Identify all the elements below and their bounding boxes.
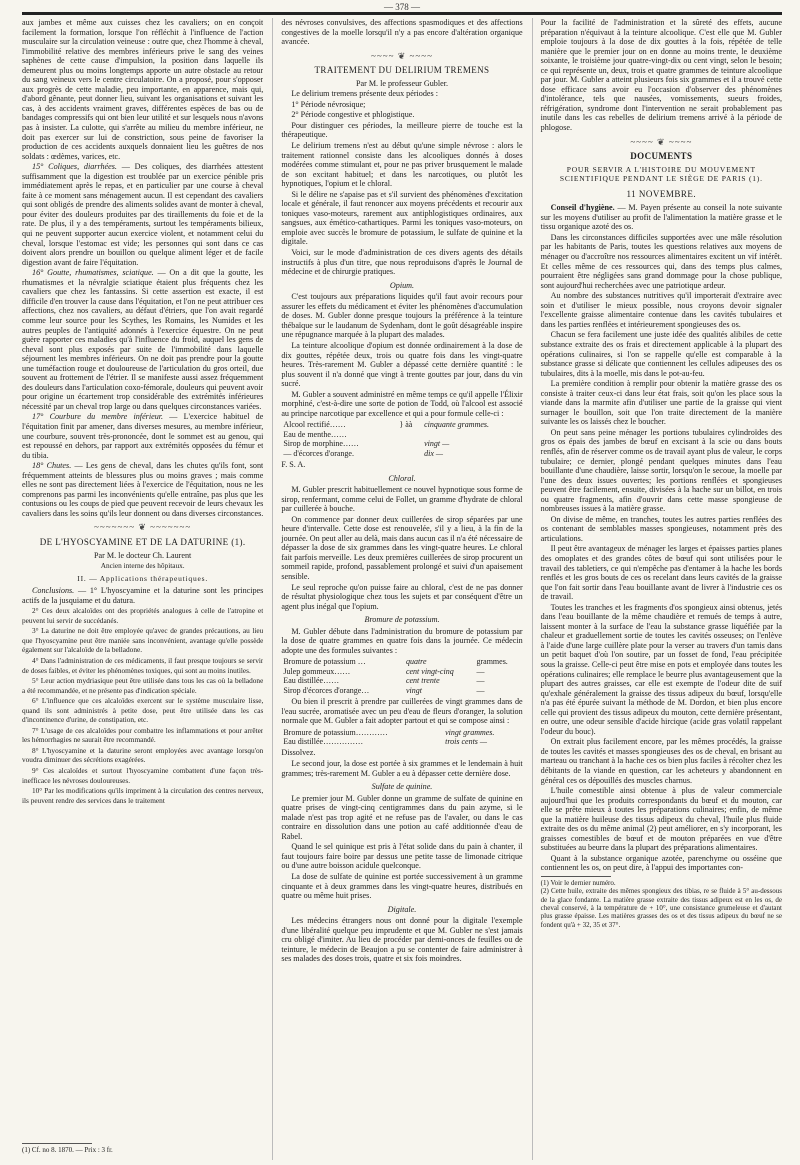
formula-ingredient: Sirop d'écorces d'orange… — [283, 685, 370, 695]
formula-brace — [397, 430, 422, 439]
formula-ingredient: Alcool rectifié…… — [283, 420, 346, 430]
paragraph-body: — On a dit que la goutte, les rhumatismes et la névralgie sciatique étaient plus fréquents chez les cavaliers que chez les fantassins. Si cette assertion est exacte, il est difficile d'en trouver la cause dans l'équitation, et l'on ne peut attribuer ces affections, chez nos cavaliers, au défaut d'étriers, que l'on avait regardé comme leur source pour les Scythes, les Romains, les Numides et les autres peuples de l'antiquité adonnés à l'exercice équestre. On ne peut guère rapporter ces maladies qu'à l'influence du froid, auquel les gens de cheval sont plus exposés par suite de l'immobilité dans laquelle séjournent les membres inférieurs. On ne doit pas prendre pour la goutte une tuméfaction rouge et douloureuse de l'articulation du gros orteil, due souvent au frottement de l'étrier. Il se manifeste aussi assez fréquemment des douleurs dans l'articulation coxo-fémorale, douleurs qui peuvent avoir pour origine un écartement trop considérable des extrémités inférieures nécessité par un cheval trop large ou dans quelques circonstances variées. — [22, 268, 264, 411]
paragraph: Le second jour, la dose est portée à six grammes et le lendemain à huit grammes; très-rarement M. Gubler a eu à dépasser cette dernière dose. — [281, 758, 523, 778]
formula-table — [281, 728, 522, 747]
paragraph-body: — Des coliques, des diarrhées attestent suffisamment que la digestion est troublée par un exercice pénible pris immédiatement après le repas, et en particulier par une course à cheval faite à ce moment sans ménagement aucun. Il est cependant des cavaliers qui sont obligés de prendre des aliments solides avant de monter à cheval, pour éviter des douleurs produites par des tiraillements du foie et de la rate. De plus, il y a des tempéraments, surtout les tempéraments bilieux, qui ne peuvent supporter aucun exercice violent, et notamment celui du cheval, lorsque l'estomac est vide; les personnes qui sont dans ce cas doivent alors prendre un bouillon ou quelque aliment léger et de facile digestion avant de faire l'équitation. — [22, 162, 264, 267]
paragraph: Le delirium tremens présente deux périodes : — [291, 89, 438, 99]
formula-row — [281, 728, 522, 737]
paragraph — [22, 586, 263, 605]
conclusion-item: 9° Ces alcaloïdes et surtout l'hyoscyamine combattent d'une façon très-inefficace les névroses douloureuses. — [22, 766, 264, 785]
conclusion-item: 4° Dans l'administration de ces médicaments, il faut presque toujours se servir de doses faibles, et éviter les phénomènes toxiques, qui sont au moins inutiles. — [22, 656, 264, 675]
paragraph: M. Gubler a souvent administré en même temps ce qu'il appelle l'Élixir morphiné, c'est-à-dire une sorte de potion de Todd, où l'alcool est associé au principe narcotique par excellence et qui a pour formule celle-ci : — [281, 389, 523, 418]
formula-brace — [397, 439, 422, 448]
paragraph-body: — L'exercice habituel de l'équitation finit par amener, dans diverses mesures, au membre inférieur, une courbure, souvent très-prononcée, dont le sommet est au genou, qui est repoussé en dehors, par rapport aux extrémités opposées du fémur et du tibia. — [22, 412, 264, 460]
paragraph: Si le délire ne s'apaise pas et s'il survient des phénomènes d'excitation locale et générale, il faut renoncer aux moyens précédents et recourir aux toniques vaso-moteurs, rarement aux antiphlogistiques ordinaires, aux sangsues, aux émético-cathartiques. Parmi les toniques vaso-moteurs, on emploie avec succès le bromure de potassium, le sulfate de quinine et la digitale. — [281, 189, 523, 247]
footnote: (1) Voir le dernier numéro. — [540, 879, 616, 888]
paragraph: Toutes les tranches et les fragments d'os spongieux ainsi obtenus, jetés dans l'eau bouillante de la même chaudière et remués de temps à autre, laissent monter à la surface de l'eau la substance grasse liquéfiée par la chaleur et graduellement sortie de toutes les cavités osseuses; on l'enlève à l'aide d'une large cuillère plate pour la verser au travers d'un tamis dans un petit baquet d'où l'on soutire, par un fosset de fond, l'eau précipitée sous la graisse. Celle-ci peut être mise en pots et employée dans toutes les opérations culinaires; elle remplace le beurre plus avantageusement que la plupart des autres graisses, car elle est exempte de l'odeur dite de suif qu'exhale généralement la graisse des tissus adipeux du bœuf, lorsqu'elle n'a pas été épurée suivant la méthode de M. Dordon, et bien plus encore celle qui provient des tissus adipeux du mouton, cette dernière présentant, en outre, une odeur sensible d'acide hircique (acide gras volatil rappelant l'odeur du bouc). — [540, 602, 782, 736]
paragraph — [541, 203, 782, 232]
article-title: DE L'HYOSCYAMINE ET DE LA DATURINE (1). — [39, 536, 246, 547]
formula-row — [281, 667, 522, 676]
paragraph: Voici, sur le mode d'administration de ces divers agents des détails instructifs à plus d'un titre, que nous reproduisons d'après le Journal de médecine et de chirurgie pratiques. — [281, 248, 523, 277]
paragraph: La dose de sulfate de quinine est portée successivement à un gramme cinquante et à deux grammes dans les vingt-quatre heures, distribués en quatre ou même huit prises. — [281, 871, 523, 901]
formula-ingredient: Eau distillée…… — [283, 676, 340, 686]
formula-ingredient: Bromure de potassium … — [283, 657, 366, 667]
formula-row — [281, 737, 522, 746]
formula-row — [281, 449, 522, 458]
paragraph: Il peut être avantageux de ménager les larges et épaisses parties planes des omoplates et des grandes côtes de bœuf qui sont utilisées pour le travail des tabletiers, ce qui n'empêche pas d'entamer à la hache les bords renflés et les gros bouts de ces os recelant dans leurs cavités de la graisse que l'on fait sortir dans l'eau bouillante avant de livrer à l'industrie ces os de travail. — [540, 544, 782, 602]
formula-row — [281, 686, 522, 695]
formula-row — [281, 420, 522, 429]
conclusion-item: 8° L'hyoscyamine et la daturine seront employées avec avantage lorsqu'on voudra diminuer des sécrétions exagérées. — [22, 745, 264, 765]
subheading-digitale: Digitale. — [387, 904, 417, 914]
formula-quantity: vingt grammes. — [445, 727, 495, 737]
conclusion-item: 2° Ces deux alcaloïdes ont des propriétés analogues à celle de l'atropine et peuvent lui servir de succédanés. — [22, 606, 264, 625]
subsection-title: II. — Applications thérapeutiques. — [77, 573, 209, 583]
conclusion-item: 6° L'influence que ces alcaloïdes exercent sur le système musculaire lisse, quand ils sont administrés à petite dose, peut être utilisée dans les cas d'incontinence d'urine, de constipation, etc. — [22, 696, 264, 725]
formula-quantity: quatre — [405, 657, 427, 667]
paragraph: Dissolvez. — [281, 748, 316, 758]
paragraph-heading: Conclusions. — [32, 586, 75, 596]
subheading-quinine: Sulfate de quinine. — [371, 782, 433, 792]
paragraph-body: — Les gens de cheval, dans les chutes qu'ils font, sont fréquemment atteints de blessures plus ou moins graves ; mais comme elles ne sont pas directement liées à l'exercice de l'équitation, nous ne les comprenons pas parmi les inconvénients qu'elle entraîne, pas plus que les contusions ou les coups de pied que peuvent recevoir de leurs chevaux les cavaliers dans les soins qu'ils leur donnent ou dans diverses circonstances. — [22, 461, 264, 518]
column-right — [532, 18, 782, 1160]
paragraph: Le premier jour M. Gubler donne un gramme de sulfate de quinine en quatre prises de vingt-cinq centigrammes dans du pain azyme, si le malade n'est pas trop agité et ne refuse pas de l'avaler, ou dans le cas contraire en dissolution dans une potion au café additionnée d'eau de Rabel. — [281, 793, 523, 841]
formula-ingredient: Julep gommeux…… — [283, 666, 351, 676]
formula-brace — [397, 449, 422, 458]
formula-quantity: cinquante grammes. — [424, 420, 490, 430]
paragraph: Quand le sel quinique est pris à l'état solide dans du pain à chanter, il faut toujours faire boire par dessus une petite tasse de limonade citrique ou d'une autre boisson acidule quelconque. — [281, 842, 523, 871]
formula-ingredient: — d'écorces d'orange. — [283, 448, 354, 458]
paragraph-heading: 17° Courbure du membre inférieur. — [32, 412, 164, 422]
formula-unit: — — [476, 685, 485, 695]
footnote-rule — [541, 876, 611, 877]
ornament-divider: ~~~~ ❦ ~~~~ — [370, 50, 433, 61]
footnote: (1) Cf. no 8. 1870. — Prix : 3 fr. — [22, 1145, 113, 1154]
conclusion-item: 10° Par les modifications qu'ils impriment à la circulation des centres nerveux, ils peuvent rendre des services dans le traitement — [22, 786, 264, 805]
paragraph-heading: 16° Goutte, rhumatismes, sciatique. — [32, 268, 154, 278]
paragraph: M. Gubler prescrit habituellement ce nouvel hypnotique sous forme de sirop, renfermant, comme celui de Follet, un gramme d'hydrate de chloral par cuillerée à bouche. — [281, 485, 523, 514]
footnote-block — [22, 1140, 263, 1154]
page-number: — 378 — — [384, 2, 420, 12]
article-byline: Par M. le docteur Ch. Laurent — [94, 550, 192, 560]
paragraph-body: — 1° L'hyoscyamine et la daturine sont les principes actifs de la jusquiame et du datura. — [22, 586, 264, 605]
formula-unit: — — [476, 676, 485, 686]
paragraph — [22, 412, 263, 460]
formula-brace: } àà — [399, 420, 413, 430]
formula-quantity: cent vingt-cinq — [405, 666, 454, 676]
formula-unit: — — [476, 666, 485, 676]
article-title: TRAITEMENT DU DELIRIUM TREMENS — [314, 65, 490, 76]
columns — [22, 18, 782, 1160]
paragraph: On peut sans peine ménager les portions tubulaires cylindroïdes des gros os épais des jambes de bœuf en excisant à la scie ou dans bouts renflés, afin de réserver comme os de travail ayant plus de valeur, le corps tubulaire; ce dernier, plongé pendant quelques minutes dans l'eau bouillante d'une chaudière, laisse sortir, lorsqu'on le secoue, la moelle par l'une des deux issues ouvertes; les portions renflées et spongieuses peuvent être facilement, ensuite, divisées à la hache sur un billot, en trois ou quatre fragments, afin d'ouvrir dans cette masse spongieuse de nombreuses issues à la matière grasse. — [540, 427, 782, 514]
paragraph — [22, 162, 263, 267]
paragraph: Chacun se fera facilement une juste idée des qualités alibiles de cette substance extraite des os frais et directement applicable à la plupart des opérations culinaires, si l'on se rappelle qu'elle est comparable à la substance grasse si délicate que contiennent les cellules adipeuses des os tubulaires, dits à la moelle, mis dans le pot-au-feu. — [540, 330, 782, 378]
formula-unit: grammes. — [476, 657, 508, 667]
article-title: DOCUMENTS — [630, 151, 693, 162]
paragraph — [22, 268, 263, 411]
formula-ingredient: Eau distillée…………… — [283, 737, 364, 747]
conclusion-item: 3° La daturine ne doit être employée qu'avec de grandes précautions, au lieu que l'hyoscyamine peut être maniée sans inconvénient, avantage qu'elle possède également sur l'alcaloïde de la belladone. — [22, 626, 264, 655]
paragraph-heading: Conseil d'hygiène. — [550, 203, 615, 213]
column-middle — [272, 18, 522, 1160]
paragraph: Ou bien il prescrit à prendre par cuillerées de vingt grammes dans de l'eau sucrée, aromatisée avec un peu d'eau de fleurs d'oranger, la solution normale que M. Gubler a fait adopter partout et qui se compose ainsi : — [281, 696, 523, 726]
paragraph-heading: 15° Coliques, diarrhées. — [32, 162, 117, 172]
formula-ingredient: Eau de menthe…… — [283, 429, 347, 439]
subheading-bromure: Bromure de potassium. — [364, 615, 440, 625]
paragraph: Le delirium tremens n'est au début qu'une simple névrose : alors le traitement rationnel consiste dans les alcooliques donnés à doses modérées comme stimulant et, pour ne pas priver brusquement le malade de son excitant habituel; et dans les narcotiques, ou plutôt les hypnotiques, l'opium et le chloral. — [281, 141, 523, 189]
formula-note: F. S. A. — [281, 459, 306, 469]
header-rule — [22, 12, 782, 15]
paragraph: Au nombre des substances nutritives qu'il importerait d'extraire avec soin et d'utiliser le mieux possible, nous croyons devoir signaler l'excellente graisse alimentaire contenue dans les cavités tubulaires et dans les parties renflées et intérieurement spongieuses des os. — [540, 291, 782, 329]
paragraph: La première condition à remplir pour obtenir la matière grasse des os consiste à traiter ceux-ci dans leur état frais, soit qu'on les place sous la viande dans la marmite afin d'utiliser une partie de la graisse qui vient surnager le bouillon, soit que l'on traite directement de la manière suivante les os laissés chez le boucher. — [540, 379, 782, 427]
paragraph-heading: 18° Chutes. — [32, 461, 72, 471]
article-byline-sub: Ancien interne des hôpitaux. — [100, 561, 185, 571]
ornament-divider: ~~~~~~~ ❦ ~~~~~~~ — [94, 522, 192, 533]
formula-quantity: vingt — [405, 685, 422, 695]
column-left — [22, 18, 263, 1160]
subheading-opium: Opium. — [389, 280, 415, 290]
formula-table — [281, 420, 522, 458]
paragraph: On commence par donner deux cuillerées de sirop séparées par une heure d'intervalle. Cette dose est renouvelée, s'il y a lieu, à la fin de la journée. On peut aller au delà, mais dans aucun cas il n'a été nécessaire de dépasser la dose de six grammes dans les vingt-quatre heures. Le chloral fait parfois merveille. Les deux premières cuillerées de sirop procurent un sommeil rapide, profond, passablement prolongé et suivi d'un apaisement sensible. — [281, 514, 523, 581]
formula-quantity: trois cents — — [445, 737, 488, 747]
formula-row — [281, 439, 522, 448]
paragraph: C'est toujours aux préparations liquides qu'il faut avoir recours pour assurer les effets du médicament et éviter les phénomènes d'accumulation de doses. M. Gubler donne presque toujours la préférence à la teinture thébaïque sur le laudanum de Sydenham, dont le goût désagréable inspire une répugnance marquée à la plupart des malades. — [281, 292, 523, 340]
subheading-chloral: Chloral. — [388, 473, 416, 483]
paragraph: Pour la facilité de l'administration et la sûreté des effets, aucune préparation n'équivaut à la teinture alcoolique. C'est elle que M. Gubler emploie toujours à la dose de dix gouttes à la fois, répétée de telle manière que le premier jour on en donne au moins trente, le deuxième soixante, le troisième jour quatre-vingt-dix ou cent vingt, selon le besoin; ce qui représente un, deux, trois et quatre grammes de teinture alcoolique par jour. M. Gubler a atteint plusieurs fois six grammes et il a trouvé cette dose efficace sans avoir eu l'occasion d'observer des phénomènes d'intolérance, tels que nausées, vomissements, sueurs froides, réfrigération, syndrome dont l'intervention ne serait probablement pas inutile dans les cas rebelles de delirium tremens arrivé à la période de phlogose. — [540, 18, 782, 133]
formula-quantity — [422, 430, 523, 439]
formula-row — [281, 657, 522, 666]
paragraph: On extrait plus facilement encore, par les mêmes procédés, la graisse de toutes les cavités et masses spongieuses des os de cheval, en brisant au marteau ou tranchant à la hache ces os bien plus faciles à récolter chez les débitants de la viande en question, car les acheteurs y abandonnent en général ces os dépouillés des muscles charnus. — [540, 737, 782, 785]
formula-ingredient: Bromure de potassium………… — [283, 727, 388, 737]
paragraph: M. Gubler débute dans l'administration du bromure de potassium par la dose de quatre grammes en quatre fois dans la journée. Ce médecin adopte une des formules suivantes : — [281, 626, 523, 655]
formula-quantity: vingt — — [424, 439, 450, 449]
section-date: 11 NOVEMBRE. — [626, 188, 697, 199]
ornament-divider: ~~~~ ❦ ~~~~ — [630, 136, 693, 147]
formula-table — [281, 657, 522, 695]
paragraph: Les médecins étrangers nous ont donné pour la digitale l'exemple d'une libéralité quelque peu imprudente et que M. Gubler ne s'est jamais cru obligé d'imiter. Au lieu de procéder par demi-onces de feuilles ou de teinture, le médecin de Beaujon a pu se contenter de faire administrer à ses malades des doses trois, quatre et six fois moindres. — [281, 916, 523, 964]
formula-row — [281, 676, 522, 685]
list-item: 1° Période névrosique; — [291, 99, 366, 109]
footnote-rule — [22, 1143, 92, 1144]
paragraph: Quant à la substance organique azotée, parenchyme ou osséine que contiennent les os, on peut dire, à l'appui des importantes con- — [540, 853, 782, 873]
conclusion-item: 5° Leur action mydriasique peut être utilisée dans tous les cas où la belladone a été recommandée, et ne présente pas d'indication spéciale. — [22, 676, 264, 695]
formula-quantity: dix — — [424, 448, 444, 458]
list-item: 2° Période congestive et phlogistique. — [291, 110, 415, 120]
article-byline: Par M. le professeur Gubler. — [355, 78, 449, 88]
paragraph: Le seul reproche qu'on puisse faire au chloral, c'est de ne pas donner de résultat physiologique chez tous les sujets et par conséquent d'être un agent plus inégal que l'opium. — [281, 582, 523, 611]
paragraph: Pour distinguer ces périodes, la meilleure pierre de touche est la thérapeutique. — [281, 120, 523, 140]
paragraph: La teinture alcoolique d'opium est donnée ordinairement à la dose de dix gouttes, répétée deux, trois ou quatre fois dans les vingt-quatre heures. Très-rarement M. Gubler a dépassé cette dernière quantité : le plus souvent il n'a donné que vingt à trente gouttes par jour, dans du vin sucré. — [281, 340, 523, 389]
paragraph: Dans les circonstances difficiles supportées avec une mâle résolution par les habitants de Paris, toutes les questions relatives aux moyens de ménager ou d'accroître nos ressources alimentaires excitent un vif intérêt. Et celles même de ces ressources qui, dans des temps plus calmes, pourraient être négligées sans grand dommage pour la chose publique, sont aujourd'hui recherchées avec une patriotique ardeur. — [540, 232, 782, 290]
paragraph: des névroses convulsives, des affections spasmodiques et des affections congestives de la moelle lorsqu'il n'y a pas encore d'altération organique avancée. — [281, 18, 523, 47]
formula-quantity: cent trente — [405, 676, 440, 686]
formula-ingredient: Sirop de morphine…… — [283, 439, 359, 449]
footnote: (2) Cette huile, extraite des mêmes spongieux des tibias, re se fluide à 5° au-dessous de la glace fondante. La matière grasse extraite des tissus adipeux est en les os, de cheval conservé, à la température de + 10°, une consistance grumeleuse et d'autant plus grasse épaisse. Les matières grasses des os et des tissus adipeux du bœuf ne se fondent qu'à + 32, 35 et 37°. — [540, 887, 782, 929]
paragraph — [22, 461, 263, 518]
paragraph: On divise de même, en tranches, toutes les autres parties renflées des os contenant de semblables masses spongieuses, notamment près des articulations. — [540, 514, 782, 543]
article-subtitle: POUR SERVIR A L'HISTOIRE DU MOUVEMENT SCIENTIFIQUE PENDANT LE SIÈGE DE PARIS (1). — [559, 164, 763, 184]
paragraph: L'huile comestible ainsi obtenue à plus de valeur commerciale aujourd'hui que les produits correspondants du bœuf et du mouton, car elle se prête mieux à toutes les préparations culinaires; enfin, de même que la matière huileuse des tissus adipeux du cheval, l'huile plus fluide extraite des os du même animal (2) peut améliorer, en s'y incorporant, les graisses comestibles de bœuf et de mouton préparées en vue d'être substituées au beurre dans la plupart des préparations alimentaires. — [540, 786, 782, 853]
formula-row — [281, 430, 522, 439]
paragraph-body: — M. Payen présente au conseil la note suivante sur les moyens d'utiliser au profit de l'alimentation la matière grasse et le tissu organique azoté des os. — [540, 203, 782, 232]
conclusion-item: 7° L'usage de ces alcaloïdes pour combattre les inflammations et pour arrêter les hémorrhagies ne saurait être recommandé. — [22, 725, 264, 745]
paragraph: aux jambes et même aux cuisses chez les cavaliers; on en conçoit facilement la formation, lorsque l'on réfléchit à l'influence de l'action musculaire sur la circulation veineuse : outre que, chez l'homme à cheval, l'immobilité relative des membres inférieurs prive le sang des veines saphènes de cette cause d'impulsion, la position dans laquelle ils demeurent plus ou moins longtemps apporte un autre obstacle au retour du sang veineux vers le centre circulatoire. On a proposé, pour s'opposer aux progrès de cette maladie, peu importante, en apparence, mais qui, d'abord gênante, peut donner lieu, suivant les organisations et suivant les cas, à des accidents vraiment graves, différentes espèces de bas ou de bandages compressifs qui ont bien leur utilité et sur lesquels nous n'avons pas à insister. La culotte, qui s'arrête au milieu du membre inférieur, ne doit pas exercer sur lui de constriction, sous peine de favoriser la production de ces accidents auxquels donnaient lieu les guêtres de nos soldats : œdèmes, varices, etc. — [22, 18, 264, 161]
